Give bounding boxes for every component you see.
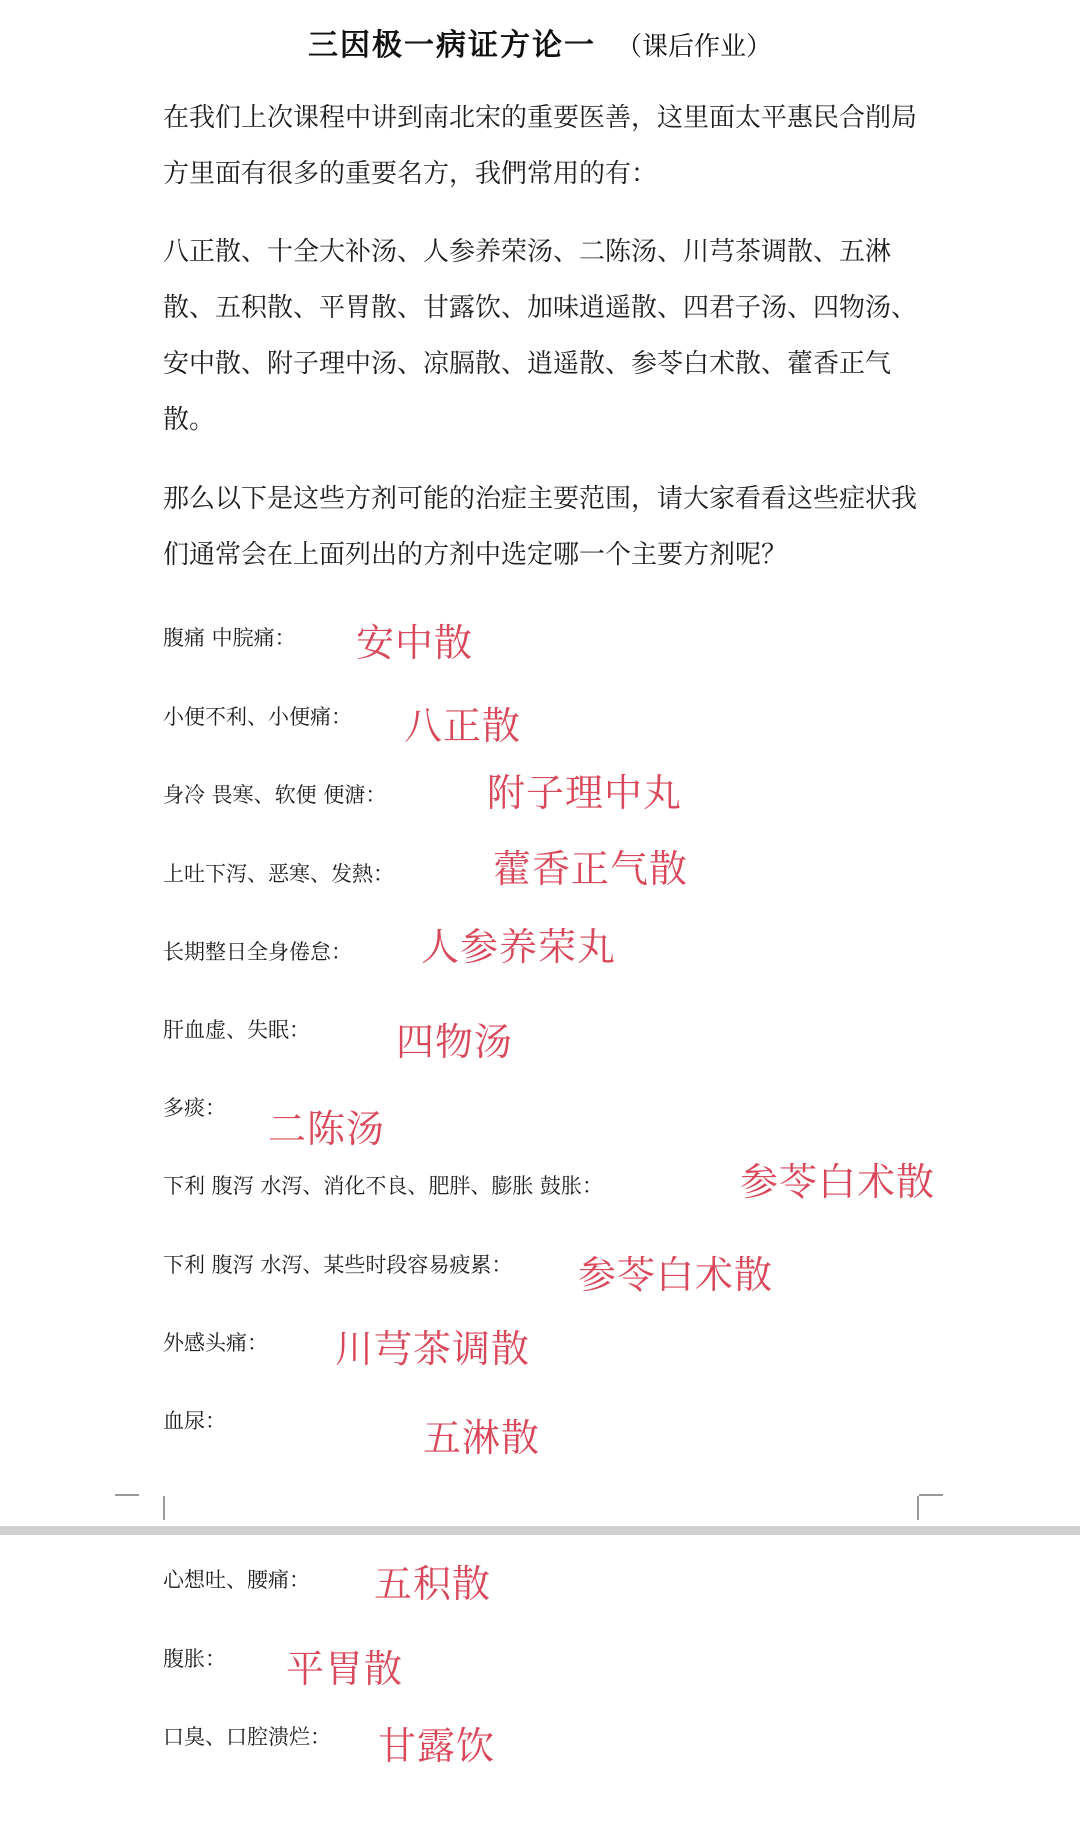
handwritten-answer: 川芎茶调散: [335, 1327, 531, 1371]
symptom-label: 血尿：: [163, 1409, 226, 1433]
handwritten-answer: 参苓白术散: [740, 1160, 936, 1204]
symptom-label: 下利 腹泻 水泻、某些时段容易疲累：: [163, 1253, 513, 1277]
handwritten-answer: 参苓白术散: [578, 1253, 774, 1297]
symptom-label: 外感头痛：: [163, 1331, 268, 1355]
symptom-label: 腹痛 中脘痛：: [163, 626, 296, 650]
symptom-label: 身冷 畏寒、软便 便溏：: [163, 783, 387, 807]
document-page-2: [0, 1535, 1080, 1836]
symptom-label: 心想吐、腰痛：: [163, 1568, 310, 1592]
handwritten-answer: 甘露饮: [378, 1724, 496, 1768]
symptom-label: 长期整日全身倦怠：: [163, 940, 352, 964]
page-separator: [0, 1526, 1080, 1535]
handwritten-answer: 附子理中丸: [487, 771, 683, 815]
handwritten-answer: 五淋散: [423, 1416, 541, 1460]
symptom-label: 上吐下泻、恶寒、发熱：: [163, 862, 394, 886]
handwritten-answer: 安中散: [356, 621, 474, 665]
handwritten-answer: 二陈汤: [268, 1107, 386, 1151]
symptom-label: 口臭、口腔溃烂：: [163, 1725, 331, 1749]
symptom-label: 下利 腹泻 水泻、消化不良、肥胖、膨胀 鼓胀：: [163, 1174, 604, 1198]
symptom-label: 小便不利、小便痛：: [163, 705, 352, 729]
handwritten-answer: 藿香正气散: [493, 847, 689, 891]
symptom-label: 肝血虚、失眠：: [163, 1018, 310, 1042]
handwritten-answer: 平胃散: [286, 1647, 404, 1691]
formula-list-paragraph: 八正散、十全大补汤、人参养荣汤、二陈汤、川芎茶调散、五淋散、五积散、平胃散、甘露饮、加味逍遥散、四君子汤、四物汤、安中散、附子理中汤、凉膈散、逍遥散、参苓白术散、藿香正气散。: [163, 237, 918, 435]
title-note: （课后作业）: [615, 32, 772, 62]
handwritten-answer: 四物汤: [396, 1020, 514, 1064]
handwritten-answer: 五积散: [374, 1562, 492, 1606]
page-corner-mark-left: [139, 1496, 165, 1520]
page-corner-mark-right: [917, 1496, 943, 1520]
handwritten-answer: 人参养荣丸: [421, 925, 617, 969]
symptom-label: 多痰：: [163, 1096, 226, 1120]
intro-paragraph: 在我们上次课程中讲到南北宋的重要医善，这里面太平惠民合削局方里面有很多的重要名方，我們常用的有：: [163, 103, 918, 189]
question-paragraph: 那么以下是这些方剂可能的治症主要范围，请大家看看这些症状我们通常会在上面列出的方剂中选定哪一个主要方剂呢？: [163, 484, 918, 570]
handwritten-answer: 八正散: [404, 704, 522, 748]
document-title: 三因极一病证方论一: [307, 28, 596, 63]
symptom-label: 腹胀：: [163, 1647, 226, 1671]
title-row: [0, 20, 1080, 64]
